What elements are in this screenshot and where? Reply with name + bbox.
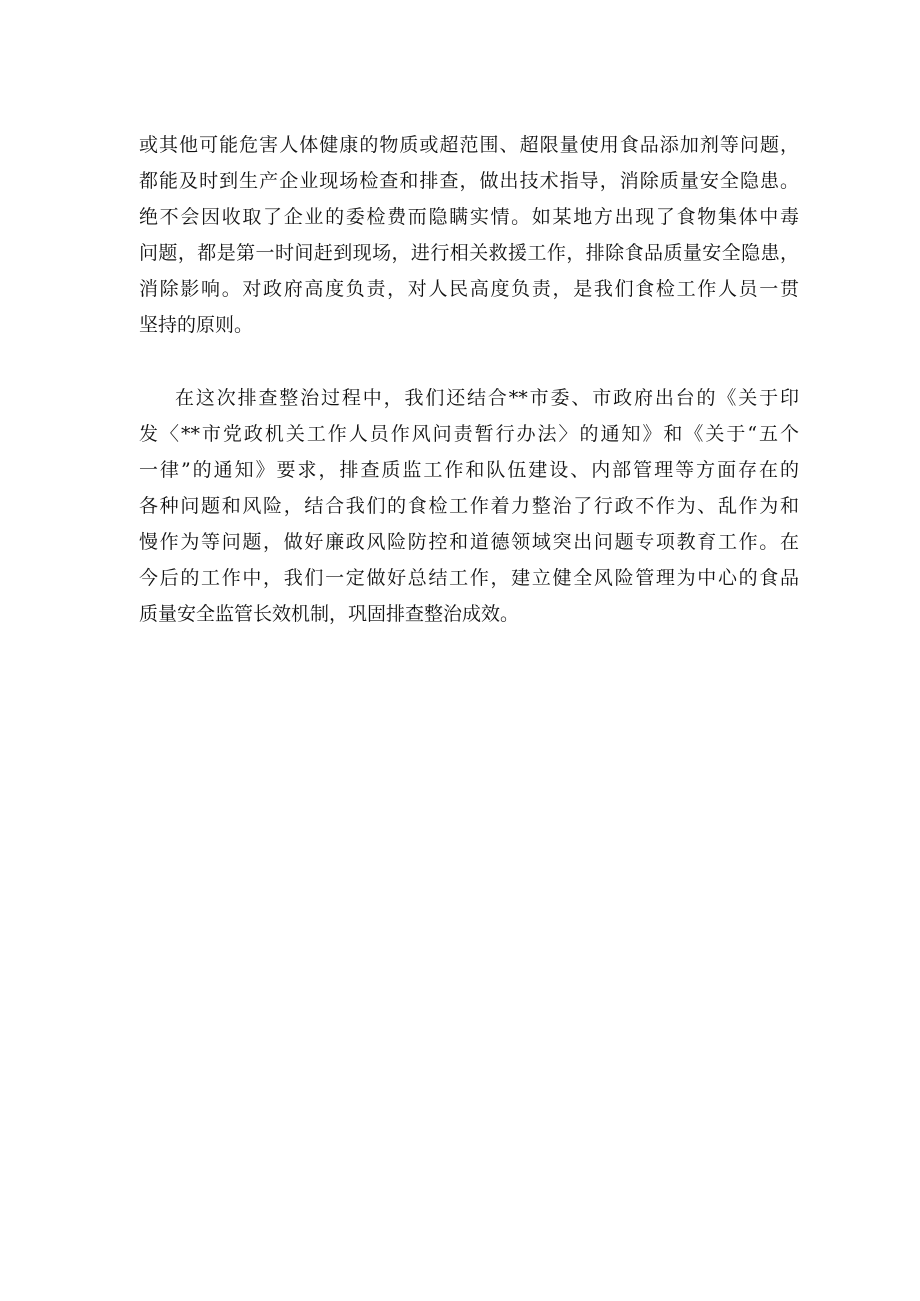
paragraph-2-line-4: 各种问题和风险，结合我们的食检工作着力整治了行政不作为、乱作为和 (139, 495, 799, 517)
paragraph-1-line-6: 坚持的原则。 (139, 314, 254, 336)
paragraph-2-line-1: 在这次排查整治过程中，我们还结合**市委、市政府出台的《关于印 (175, 387, 799, 409)
paragraph-1-line-3: 绝不会因收取了企业的委检费而隐瞒实情。如某地方出现了食物集体中毒 (139, 206, 799, 228)
paragraph-2-line-5: 慢作为等问题，做好廉政风险防控和道德领域突出问题专项教育工作。在 (139, 531, 799, 553)
paragraph-1-line-1: 或其他可能危害人体健康的物质或超范围、超限量使用食品添加剂等问题， (139, 134, 799, 156)
paragraph-2-line-6: 今后的工作中，我们一定做好总结工作，建立健全风险管理为中心的食品 (139, 567, 799, 589)
paragraph-2-line-3: 一律”的通知》要求，排查质监工作和队伍建设、内部管理等方面存在的 (139, 459, 799, 481)
paragraph-2-line-2: 发〈**市党政机关工作人员作风问责暂行办法〉的通知》和《关于“五个 (139, 423, 799, 445)
paragraph-1-line-5: 消除影响。对政府高度负责，对人民高度负责，是我们食检工作人员一贯 (139, 278, 799, 300)
paragraph-2-line-7: 质量安全监管长效机制，巩固排查整治成效。 (139, 603, 520, 625)
paragraph-1-line-4: 问题，都是第一时间赶到现场，进行相关救援工作，排除食品质量安全隐患， (139, 242, 799, 264)
paragraph-1-line-2: 都能及时到生产企业现场检查和排查，做出技术指导，消除质量安全隐患。 (139, 170, 799, 192)
